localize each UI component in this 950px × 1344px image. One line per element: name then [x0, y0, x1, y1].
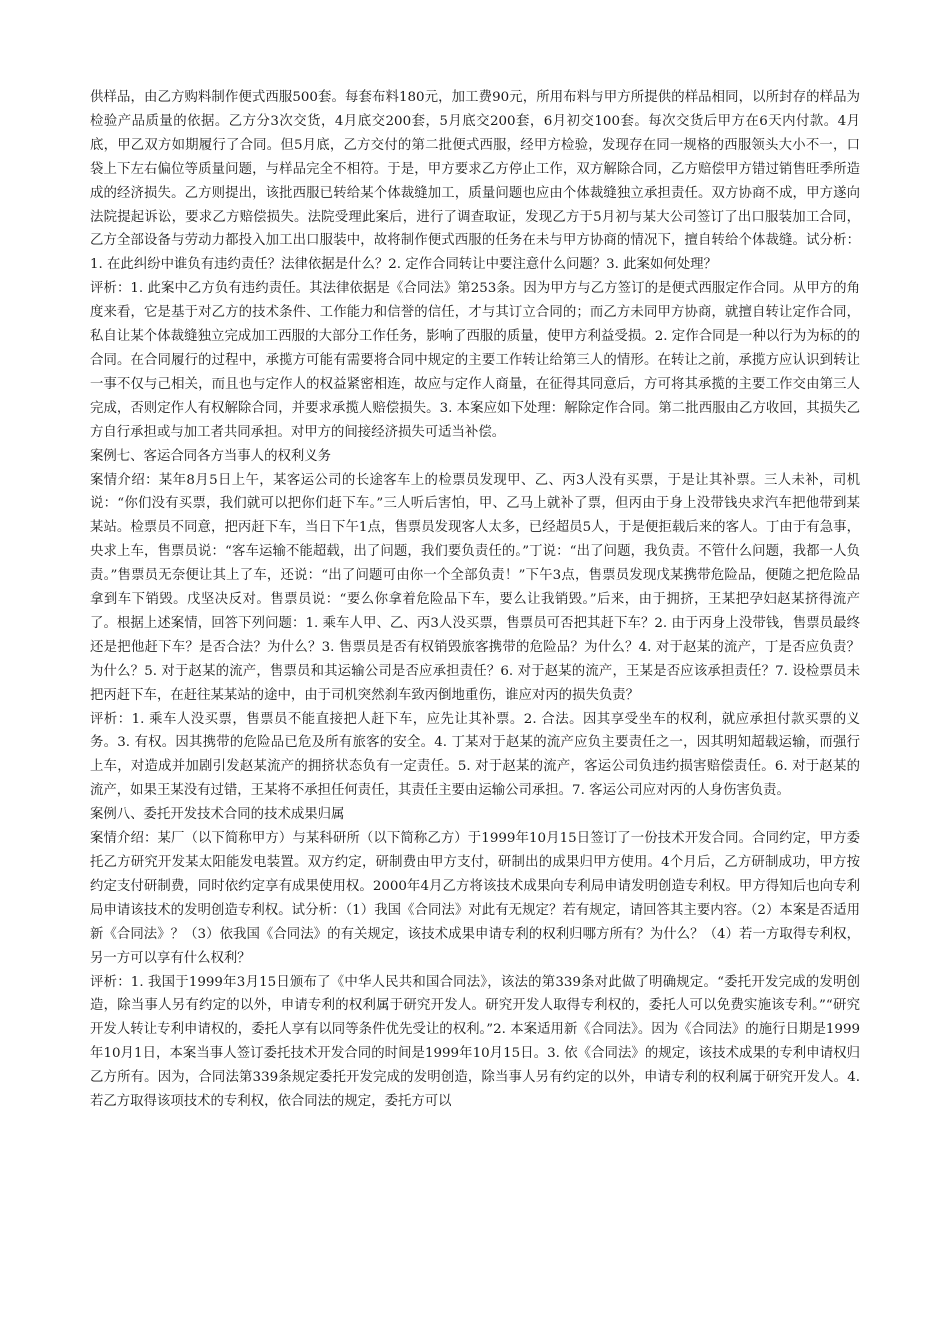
document-page [90, 86, 860, 1114]
case8-commentary-paragraph: 评析：1. 我国于1999年3月15日颁布了《中华人民共和国合同法》，该法的第339条对此做了明确规定。“委托开发完成的发明创造，除当事人另有约定的以外，申请专利的权利属于研究开发人。研究开发人取得专利权的，委托人可以免费实施该专利。”“研究开发人转让专利申请权的，委托人享有以同等条件优先受让的权利。”2. 本案适用新《合同法》。因为《合同法》的施行日期是1999年10月1日，本案当事人签订委托技术开发合同的时间是1999年10月15日。3. 依《合同法》的规定，该技术成果的专利申请权归乙方所有。因为，合同法第339条规定委托开发完成的发明创造，除当事人另有约定的以外，申请专利的权利属于研究开发人。4. 若乙方取得该项技术的专利权，依合同法的规定，委托方可以 [90, 974, 860, 1110]
case8-heading: 案例八、委托开发技术合同的技术成果归属 [90, 807, 345, 823]
case6-facts-paragraph: 供样品，由乙方购料制作便式西服500套。每套布料180元，加工费90元，所用布料与甲方所提供的样品相同，以所封存的样品为检验产品质量的依据。乙方分3次交货，4月底交200套，5月底交200套，6月初交100套。每次交货后甲方在6天内付款。4月底，甲乙双方如期履行了合同。但5月底，乙方交付的第二批便式西服，经甲方检验，发现存在同一规格的西服领头大小不一，口袋上下左右偏位等质量问题，与样品完全不相符。于是，甲方要求乙方停止工作，双方解除合同，乙方赔偿甲方错过销售旺季所造成的经济损失。乙方则提出，该批西服已转给某个体裁缝加工，质量问题也应由个体裁缝独立承担责任。双方协商不成，甲方遂向法院提起诉讼，要求乙方赔偿损失。法院受理此案后，进行了调查取证，发现乙方于5月初与某大公司签订了出口服装加工合同，乙方全部设备与劳动力都投入加工出口服装中，故将制作便式西服的任务在未与甲方协商的情况下，擅自转给个体裁缝。试分析：1. 在此纠纷中谁负有违约责任？法律依据是什么？2. 定作合同转让中要注意什么问题？3. 此案如何处理？ [90, 90, 860, 273]
case7-heading: 案例七、客运合同各方当事人的权利义务 [90, 448, 332, 464]
case6-commentary-paragraph: 评析：1. 此案中乙方负有违约责任。其法律依据是《合同法》第253条。因为甲方与乙方签订的是便式西服定作合同。从甲方的角度来看，它是基于对乙方的技术条件、工作能力和信誉的信任，才与其订立合同的；而乙方未同甲方协商，就擅自转让定作合同，私自让某个体裁缝独立完成加工西服的大部分工作任务，影响了西服的质量，使甲方利益受损。2. 定作合同是一种以行为为标的的合同。在合同履行的过程中，承揽方可能有需要将合同中规定的主要工作转让给第三人的情形。在转让之前，承揽方应认识到转让一事不仅与己相关，而且也与定作人的权益紧密相连，故应与定作人商量，在征得其同意后，方可将其承揽的主要工作交由第三人完成，否则定作人有权解除合同，并要求承揽人赔偿损失。3. 本案应如下处理：解除定作合同。第二批西服由乙方收回，其损失乙方自行承担或与加工者共同承担。对甲方的间接经济损失可适当补偿。 [90, 281, 860, 440]
case8-facts-paragraph: 案情介绍：某厂（以下简称甲方）与某科研所（以下简称乙方）于1999年10月15日签订了一份技术开发合同。合同约定，甲方委托乙方研究开发某太阳能发电装置。双方约定，研制费由甲方支付，研制出的成果归甲方使用。4个月后，乙方研制成功，甲方按约定支付研制费，同时依约定享有成果使用权。2000年4月乙方将该技术成果向专利局申请发明创造专利权。甲方得知后也向专利局申请该技术的发明创造专利权。试分析：（1）我国《合同法》对此有无规定？若有规定，请回答其主要内容。（2）本案是否适用新《合同法》？（3）依我国《合同法》的有关规定，该技术成果申请专利的权利归哪方所有？为什么？（4）若一方取得专利权，另一方可以享有什么权利？ [90, 831, 860, 966]
case7-facts-paragraph: 案情介绍：某年8月5日上午，某客运公司的长途客车上的检票员发现甲、乙、丙3人没有买票，于是让其补票。三人未补，司机说：“你们没有买票，我们就可以把你们赶下车。”三人听后害怕，甲、乙马上就补了票，但丙由于身上没带钱央求汽车把他带到某某站。检票员不同意，把丙赶下车，当日下午1点，售票员发现客人太多，已经超员5人，于是便拒载后来的客人。丁由于有急事，央求上车，售票员说：“客车运输不能超载，出了问题，我们要负责任的。”丁说：“出了问题，我负责。不管什么问题，我都一人负责。”售票员无奈便让其上了车，还说：“出了问题可由你一个全部负责！”下午3点，售票员发现戊某携带危险品，便随之把危险品拿到车下销毁。戊坚决反对。售票员说：“要么你拿着危险品下车，要么让我销毁。”后来，由于拥挤，王某把孕妇赵某挤得流产了。根据上述案情，回答下列问题：1. 乘车人甲、乙、丙3人没买票，售票员可否把其赶下车？2. 由于丙身上没带钱，售票员最终还是把他赶下车？是否合法？为什么？3. 售票员是否有权销毁旅客携带的危险品？为什么？4. 对于赵某的流产，丁是否应负责？为什么？5. 对于赵某的流产，售票员和其运输公司是否应承担责任？6. 对于赵某的流产，王某是否应该承担责任？7. 设检票员未把丙赶下车，在赶往某某站的途中，由于司机突然刹车致丙倒地重伤，谁应对丙的损失负责？ [90, 472, 860, 703]
case7-commentary-paragraph: 评析：1. 乘车人没买票，售票员不能直接把人赶下车，应先让其补票。2. 合法。因其享受坐车的权利，就应承担付款买票的义务。3. 有权。因其携带的危险品已危及所有旅客的安全。4. 丁某对于赵某的流产应负主要责任之一，因其明知超载运输，而强行上车，对造成并加剧引发赵某流产的拥挤状态负有一定责任。5. 对于赵某的流产，客运公司负违约损害赔偿责任。6. 对于赵某的流产，如果王某没有过错，王某将不承担任何责任，其责任主要由运输公司承担。7. 客运公司应对丙的人身伤害负责。 [90, 711, 860, 799]
